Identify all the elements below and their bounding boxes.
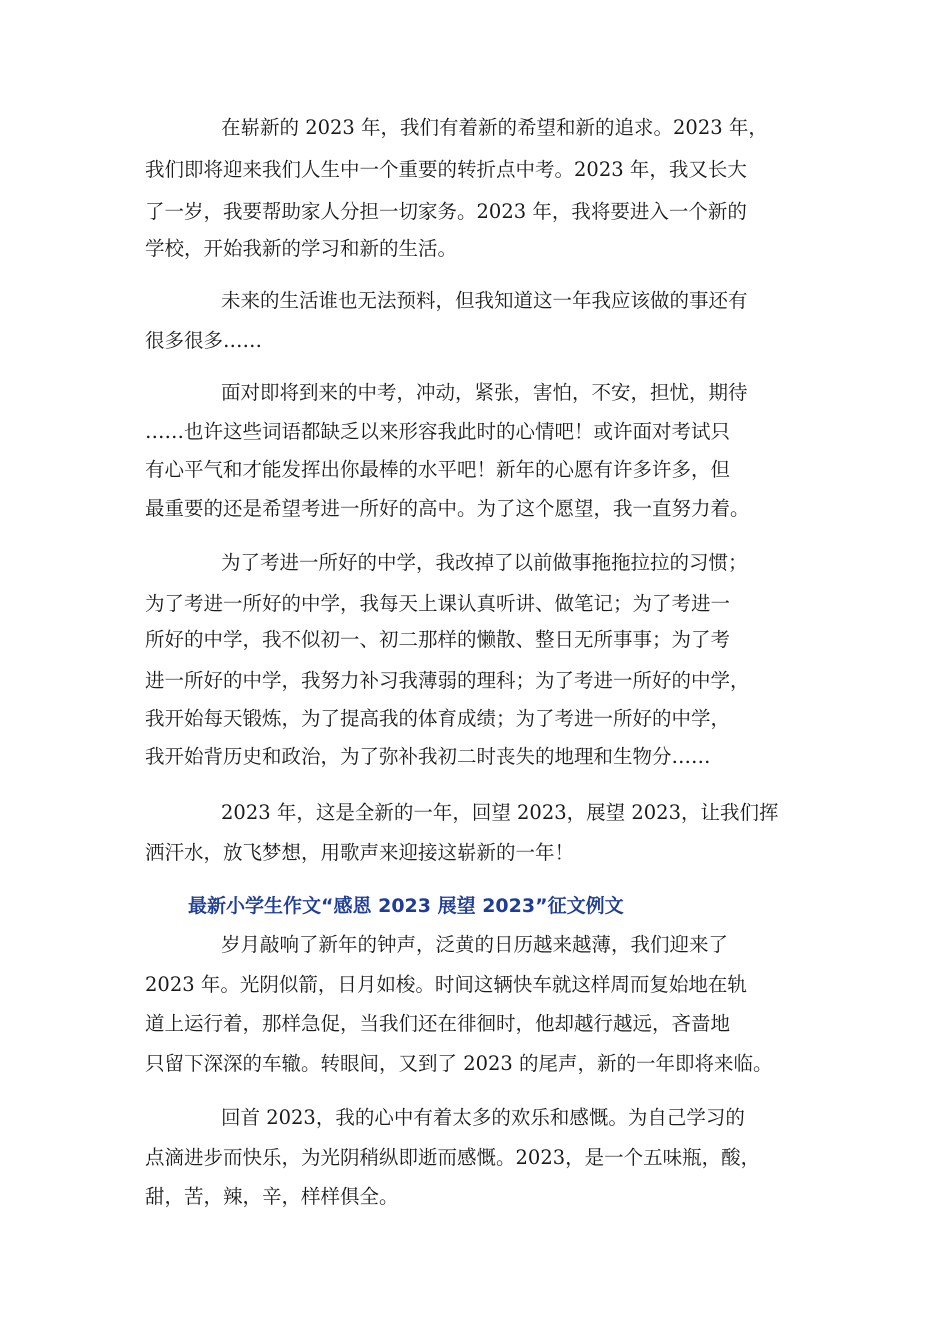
text-line: 我开始背历史和政治，为了弥补我初二时丧失的地理和生物分……: [145, 745, 711, 768]
text-line: 我们即将迎来我们人生中一个重要的转折点中考。2023 年，我又长大: [145, 158, 747, 181]
text-line: 最重要的还是希望考进一所好的高中。为了这个愿望，我一直努力着。: [145, 497, 750, 520]
text-line: 学校，开始我新的学习和新的生活。: [145, 237, 458, 260]
text-line: 我开始每天锻炼，为了提高我的体育成绩；为了考进一所好的中学，: [145, 707, 731, 730]
text-line: 所好的中学，我不似初一、初二那样的懒散、整日无所事事；为了考: [145, 628, 731, 651]
text-line: 面对即将到来的中考，冲动，紧张，害怕，不安，担忧，期待: [221, 381, 748, 404]
text-line: 洒汗水，放飞梦想，用歌声来迎接这崭新的一年！: [145, 841, 575, 864]
text-line: 很多很多……: [145, 329, 263, 352]
text-line: 了一岁，我要帮助家人分担一切家务。2023 年，我将要进入一个新的: [145, 200, 747, 223]
section-heading: 最新小学生作文“感恩 2023 展望 2023”征文例文: [188, 895, 624, 917]
text-line: 道上运行着，那样急促，当我们还在徘徊时，他却越行越远，吝啬地: [145, 1012, 731, 1035]
text-line: 岁月敲响了新年的钟声，泛黄的日历越来越薄，我们迎来了: [221, 933, 729, 956]
text-line: 为了考进一所好的中学，我每天上课认真听讲、做笔记；为了考进一: [145, 592, 731, 615]
text-line: 只留下深深的车辙。转眼间，又到了 2023 的尾声，新的一年即将来临。: [145, 1052, 773, 1075]
text-line: 进一所好的中学，我努力补习我薄弱的理科；为了考进一所好的中学，: [145, 669, 750, 692]
text-line: 甜，苦，辣，辛，样样俱全。: [145, 1185, 399, 1208]
text-line: 在崭新的 2023 年，我们有着新的希望和新的追求。2023 年，: [221, 116, 768, 139]
text-line: ……也许这些词语都缺乏以来形容我此时的心情吧！或许面对考试只: [145, 420, 731, 443]
text-line: 2023 年。光阴似箭，日月如梭。时间这辆快车就这样周而复始地在轨: [145, 973, 747, 996]
text-line: 2023 年，这是全新的一年，回望 2023，展望 2023，让我们挥: [221, 801, 779, 824]
text-line: 有心平气和才能发挥出你最棒的水平吧！新年的心愿有许多许多，但: [145, 458, 731, 481]
text-line: 未来的生活谁也无法预料，但我知道这一年我应该做的事还有: [221, 289, 748, 312]
text-line: 点滴进步而快乐，为光阴稍纵即逝而感慨。2023，是一个五味瓶，酸，: [145, 1146, 761, 1169]
text-line: 为了考进一所好的中学，我改掉了以前做事拖拖拉拉的习惯；: [221, 551, 748, 574]
text-line: 回首 2023，我的心中有着太多的欢乐和感慨。为自己学习的: [221, 1106, 745, 1129]
